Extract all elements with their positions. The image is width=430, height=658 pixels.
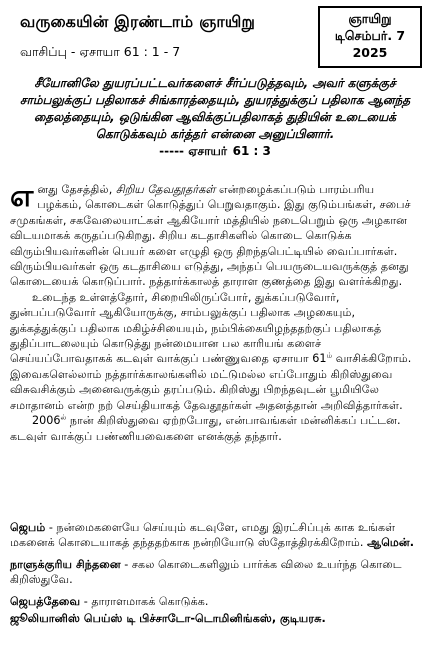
verse-reference: ----- ஏசாயா் 61 : 3 [159, 144, 271, 158]
amen: ஆமென். [367, 536, 415, 550]
paragraph-1 [10, 179, 420, 290]
paragraph-2-rest: வாசிக்கிறோம். இவைகளெல்லாம் நத்தார்க்காலங்களில் மட்டுமல்ல எப்போதும் கிறிஸ்துவை விசுவசிக்கும் அனைவருக்கும் தரப்படும். கிறிஸ்து பிறந்தவுடன் பூமியிலே சமாதானம் என்ற நற் செய்தியாகத் தேவதூதர்கள் அதனத்தான் அறிவித்தார்கள். [10, 352, 412, 412]
author-line: ஜூலியானிஸ் பெய்ஸ் டி பிச்சாடோ-டொமினிங்கஸ், குடியரசு. [10, 612, 326, 626]
paragraph-1-emphasis: சிறிய தேவதூதர்கள் [115, 183, 216, 196]
reading-reference: வாசிப்பு - ஏசாயா 61 : 1 - 7 [20, 44, 181, 59]
verse-text: சீயோனிலே துயரப்பட்டவர்களைச் சீர்ப்படுத்தவும், அவர் களுக்குச் சாம்பலுக்குப் பதிலாகச் சிங்காரத்தையும், துயரத்துக்குப் பதிலாக ஆனந்த தைலத்தையும், ஒடுங்கின ஆவிக்குப்பதிலாகத் துதியின் உடையைக் கொடுக்கவும் கர்த்தர் என்னை அனுப்பினார். [19, 76, 411, 141]
paragraph-2-start: உடைந்த உள்ளத்தோர், சிறையிலிருப்போர், துக்கப்படுவோர், துன்பப்படுவோர் ஆகியோருக்கு, சாம்பலுக்குப் பதிலாக அழகையும், துக்கத்துக்குப் பதிலாக மகிழ்ச்சியையும், நம்பிக்கையிழந்ததற்குப் பதிலாகத் துதிப்பாடலையும் கொடுத்து நன்மையான பல காரியங் களைச் செய்யப்போவதாகக் கடவுள் வாக்குப் பண்ணுவதை ஏசாயா 61 [10, 290, 382, 366]
date-year: 2025 [352, 45, 388, 60]
article-footer [10, 520, 420, 632]
paragraph-2-superscript: ம் [326, 351, 333, 360]
prayer-label: ஜெபம் [10, 521, 46, 534]
paragraph-1-rest: என்றழைக்கப்படும் பாரம்பரிய பழக்கம், கொடைகள் கொடுத்துப் பெறுவதாகும். இது குடும்பங்கள், சபைச் சமுகங்கள், சகவேலையாட்கள் ஆகியோர் மத்தியில் நடைபெறும் ஒரு அழகான விடயமாகக் கருதப்படுகிறது. சிறிய கடதாசிகளில் கொடை கொடுக்க விரும்பியவர்களின் பெயர் களை எழுதி ஒரு திறந்தபெட்டியில் வைப்பார்கள். விரும்பியவர்கள் ஒரு கடதாசியை எடுத்து, அந்தப் பெயருடையவருக்குத் தனது கொடையைக் கொடுப்பார். நத்தார்க்காலத் தாராள குணத்தை இது வளர்க்கிறது. [10, 183, 411, 289]
drop-cap: எ [10, 179, 34, 214]
prayer [10, 520, 420, 551]
prayer-need-text: - தாராளமாகக் கொடுக்க. [80, 594, 209, 608]
key-verse [14, 75, 416, 160]
prayer-need-label: ஜெபத்தேவை [10, 594, 81, 608]
paragraph-3-superscript: ல் [60, 413, 67, 422]
date-month: டிசெம்பர். 7 [334, 28, 406, 43]
date-box [318, 6, 422, 68]
paragraph-3-rest: நான் கிறிஸ்துவை ஏற்றபோது, என்பாவங்கள் மன்னிக்கப் பட்டன. கடவுள் வாக்குப் பண்ணியவைகளை எனக்குத் தந்தார். [10, 414, 401, 443]
prayer-need [10, 594, 420, 609]
daily-thought [10, 557, 420, 588]
page-title: வருகையின் இரண்டாம் ஞாயிறு [20, 12, 256, 31]
daily-thought-text: - சகல கொடைகளிலும் பார்க்க விலை உயர்ந்த கொடை கிறிஸ்துவே. [10, 557, 402, 587]
paragraph-2 [10, 290, 420, 413]
paragraph-3-year: 2006 [32, 414, 61, 428]
paragraph-1-start: னது தேசத்தில், [37, 183, 116, 196]
daily-thought-label: நாளுக்குரிய சிந்தனை [10, 557, 121, 571]
date-day: ஞாயிறு [348, 11, 392, 26]
prayer-text: - நன்மைகளையே செய்யும் கடவுளே, எமது இரட்சிப்புக் காக உங்கள் மகனைக் கொடையாகத் தந்ததற்காக நன்றியோடு ஸ்தோத்திரக்கிறோம். [10, 521, 396, 550]
article-body [10, 179, 420, 444]
paragraph-3 [10, 413, 420, 444]
